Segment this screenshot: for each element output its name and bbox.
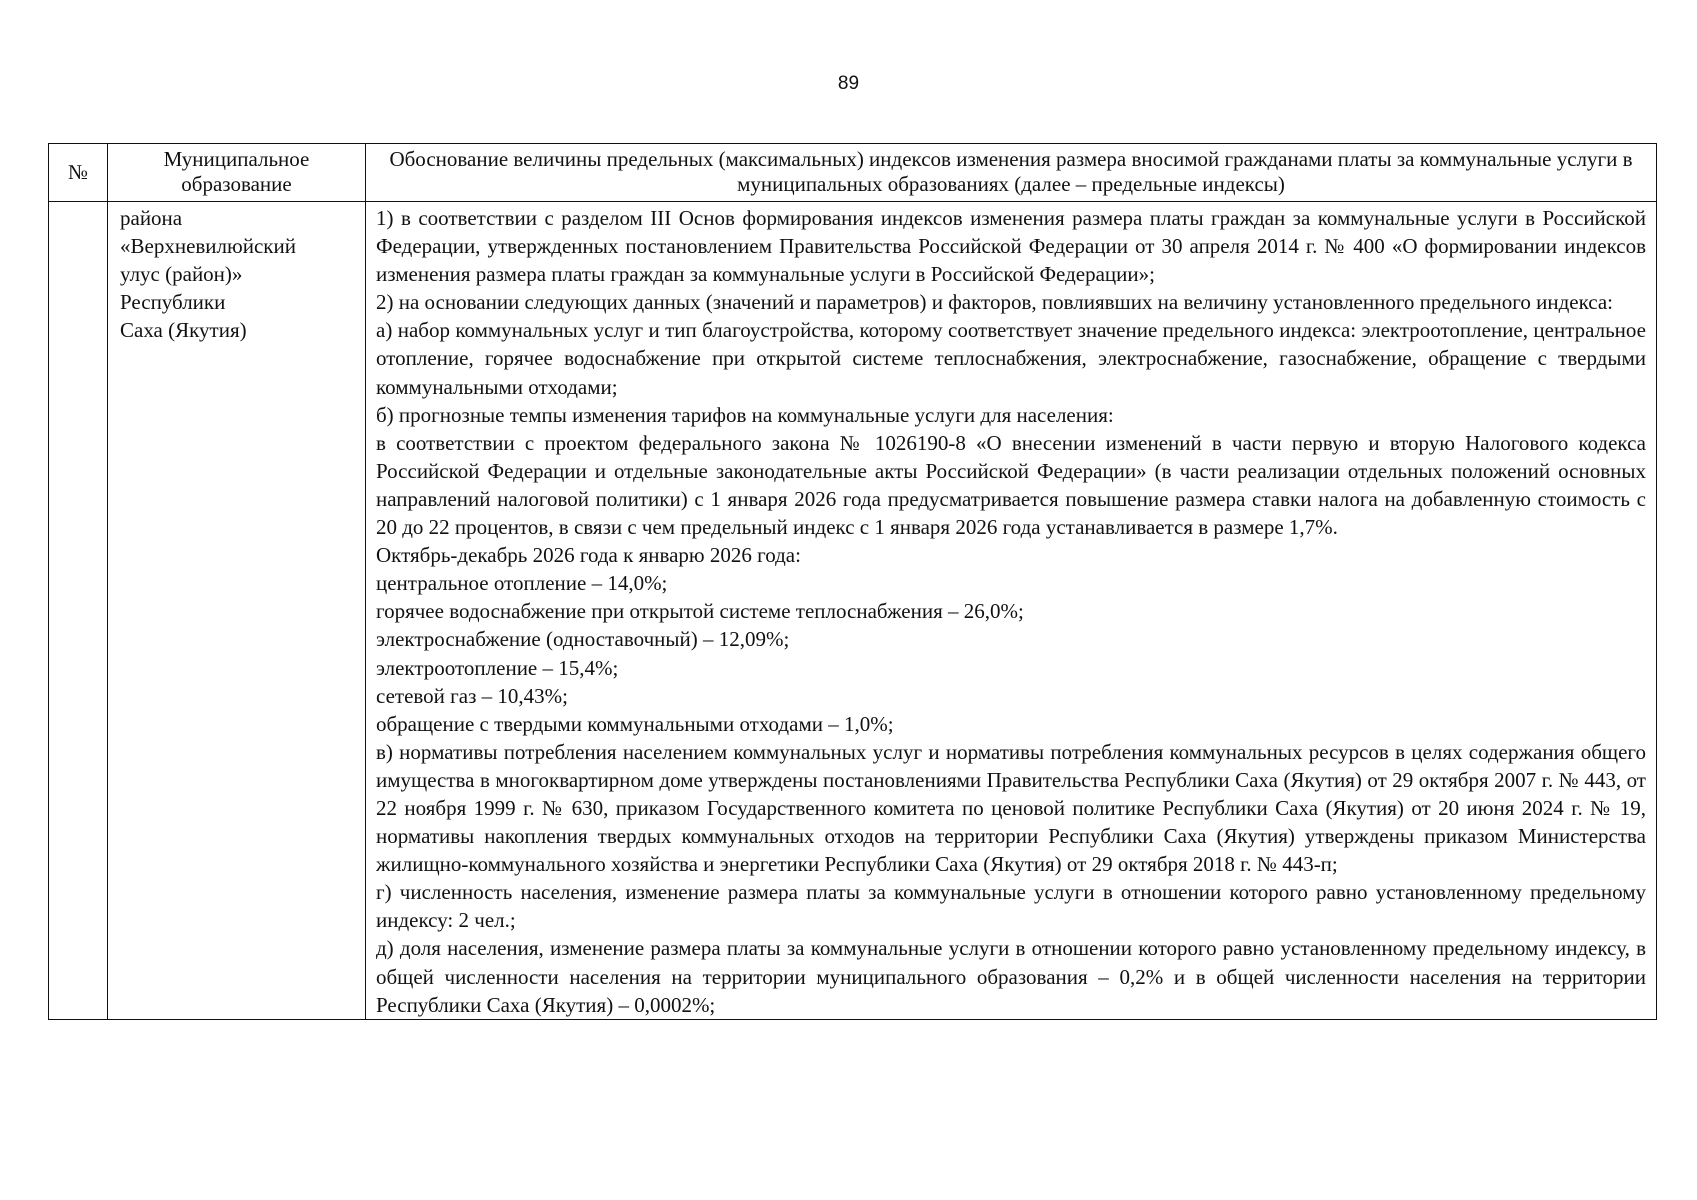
header-municipality: Муниципальное образование	[108, 144, 366, 202]
paragraph-legal-basis: 1) в соответствии с разделом III Основ формирования индексов изменения размера платы граждан за коммунальные услуги в Российской Федерации, утвержденных постановлением Правительства Российской Федерации от 30 апреля 2014 г. № 400 «О формировании индексов изменения размера платы граждан за коммунальные услуги в Российской Федерации»;	[376, 206, 1646, 287]
paragraph-electric-heating: электроотопление – 15,4%;	[376, 655, 619, 680]
row-number-cell	[49, 202, 108, 1020]
municipality-line: улус (район)»	[120, 262, 243, 286]
municipality-line: Республики	[120, 290, 226, 314]
paragraph-vat-law: в соответствии с проектом федерального закона № 1026190-8 «О внесении изменений в части первую и вторую Налогового кодекса Российской Федерации и отдельные законодательные акты Российской Федерации» (в части реализации отдельных положений основных направлений налоговой политики) с 1 января 2026 года предусматривается повышение размера ставки налога на добавленную стоимость с 20 до 22 процентов, в связи с чем предельный индекс с 1 января 2026 года устанавливается в размере 1,7%.	[376, 430, 1646, 540]
indices-table	[48, 143, 1657, 1020]
paragraph-services-set: а) набор коммунальных услуг и тип благоустройства, которому соответствует значение предельного индекса: электроотопление, центральное отопление, горячее водоснабжение при открытой системе теплоснабжения, электроснабжение, газоснабжение, обращение с твердыми коммунальными отходами;	[376, 318, 1646, 399]
paragraph-electricity: электроснабжение (одноставочный) – 12,09%;	[376, 627, 790, 652]
paragraph-period: Октябрь-декабрь 2026 года к январю 2026 года:	[376, 543, 801, 568]
municipality-line: Саха (Якутия)	[120, 318, 247, 342]
page-number: 89	[837, 73, 860, 94]
paragraph-data-factors: 2) на основании следующих данных (значений и параметров) и факторов, повлиявших на величину установленного предельного индекса:	[376, 290, 1614, 315]
municipality-line: района	[120, 206, 183, 230]
justification-cell	[366, 202, 1657, 1020]
municipality-cell	[108, 202, 366, 1020]
paragraph-population: г) численность населения, изменение размера платы за коммунальные услуги в отношении которого равно установленному предельному индексу: 2 чел.;	[376, 880, 1646, 933]
paragraph-norms: в) нормативы потребления населением коммунальных услуг и нормативы потребления коммунальных ресурсов в целях содержания общего имущества в многоквартирном доме утверждены постановлениями Правительства Республики Саха (Якутия) от 29 октября 2007 г. № 443, от 22 ноября 1999 г. № 630, приказом Государственного комитета по ценовой политике Республики Саха (Якутия) от 20 июня 2024 г. № 19, нормативы накопления твердых коммунальных отходов на территории Республики Саха (Якутия) утверждены приказом Министерства жилищно-коммунального хозяйства и энергетики Республики Саха (Якутия) от 29 октября 2018 г. № 443-п;	[376, 739, 1646, 877]
header-number: №	[49, 144, 108, 202]
header-justification: Обоснование величины предельных (максимальных) индексов изменения размера вносимой гражданами платы за коммунальные услуги в муниципальных образованиях (далее – предельные индексы)	[366, 144, 1657, 202]
table-header-row	[49, 144, 1657, 202]
paragraph-population-share: д) доля населения, изменение размера платы за коммунальные услуги в отношении которого равно установленному предельному индексу, в общей численности населения на территории муниципального образования – 0,2% и в общей численности населения на территории Республики Саха (Якутия) – 0,0002%;	[376, 936, 1646, 1017]
table-row	[49, 202, 1657, 1020]
paragraph-tariff-forecast: б) прогнозные темпы изменения тарифов на коммунальные услуги для населения:	[376, 402, 1114, 427]
paragraph-gas: сетевой газ – 10,43%;	[376, 683, 568, 708]
paragraph-hot-water: горячее водоснабжение при открытой системе теплоснабжения – 26,0%;	[376, 599, 1024, 624]
paragraph-waste: обращение с твердыми коммунальными отходами – 1,0%;	[376, 711, 894, 736]
municipality-line: «Верхневилюйский	[120, 234, 296, 258]
paragraph-heating: центральное отопление – 14,0%;	[376, 571, 668, 596]
